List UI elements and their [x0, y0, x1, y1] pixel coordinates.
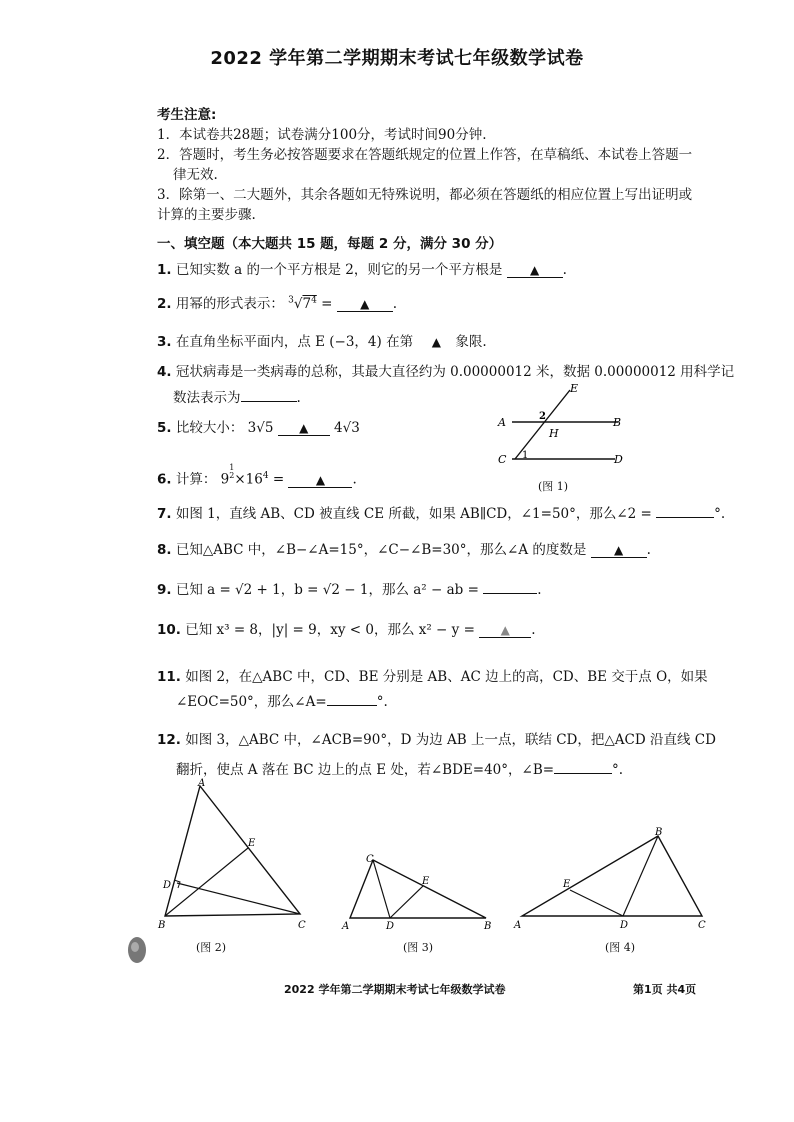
- question-text: 已知△ABC 中，∠B−∠A=15°，∠C−∠B=30°，那么∠A 的度数是: [175, 542, 587, 558]
- question-number: 4.: [157, 364, 172, 380]
- page-title: 2022 学年第二学期期末考试七年级数学试卷: [210, 48, 584, 69]
- question-end: 象限.: [455, 334, 487, 350]
- question-text: 翻折，使点 A 落在 BC 边上的点 E 处，若∠BDE=40°，∠B=: [176, 762, 555, 778]
- answer-blank[interactable]: [327, 705, 377, 706]
- question-number: 11.: [157, 669, 181, 685]
- radicand-base: 7: [302, 296, 312, 312]
- answer-blank[interactable]: [554, 773, 612, 774]
- fig2-label-D: D: [163, 880, 172, 891]
- question-end: .: [562, 262, 567, 278]
- question-text: 用幂的形式表示：: [175, 296, 284, 312]
- line-CE: [515, 390, 570, 459]
- question-number: 7.: [157, 506, 172, 522]
- notice-item-2b: 律无效.: [173, 167, 218, 183]
- question-number: 5.: [157, 420, 172, 436]
- question-text: 如图 1，直线 AB、CD 被直线 CE 所截，如果 AB∥CD，∠1=50°，那么∠2 =: [175, 506, 652, 522]
- fig1-label-H: H: [549, 427, 559, 440]
- fig1-angle-1: 1: [522, 450, 529, 461]
- question-text: 已知 x³ = 8，|y| = 9，xy < 0，那么 x² − y =: [185, 622, 475, 638]
- exponent-4: 4: [262, 471, 269, 481]
- fig1-label-A: A: [498, 416, 506, 429]
- question-end: °.: [376, 694, 388, 710]
- notice-item-1: 1．本试卷共28题；试卷满分100分，考试时间90分钟.: [157, 127, 487, 143]
- question-6: [157, 464, 357, 488]
- notice-item-3b: 计算的主要步骤.: [157, 207, 256, 223]
- footer-title: 2022 学年第二学期期末考试七年级数学试卷: [284, 983, 506, 996]
- answer-mark: ▲: [299, 421, 309, 435]
- question-number: 8.: [157, 542, 172, 558]
- figure-2: [150, 778, 320, 933]
- question-text: 比较大小：: [175, 420, 244, 436]
- question-9: [157, 578, 541, 598]
- fig1-label-B: B: [613, 416, 622, 429]
- question-5: [157, 416, 360, 436]
- question-number: 1.: [157, 262, 172, 278]
- fig3-label-E: E: [422, 876, 430, 887]
- radical-sign: √: [293, 296, 303, 312]
- answer-blank[interactable]: [479, 623, 531, 638]
- notice-heading: 考生注意:: [157, 107, 217, 123]
- question-text: ∠EOC=50°，那么∠A=: [176, 694, 327, 710]
- question-8: [157, 538, 651, 558]
- figure-4: [510, 822, 710, 934]
- question-number: 10.: [157, 622, 181, 638]
- segment-CD: [177, 883, 300, 914]
- question-11-line-2: [176, 690, 388, 710]
- triangle-ABC: [350, 860, 486, 918]
- question-4-line-2: [173, 386, 301, 406]
- fig4-label-C: C: [698, 920, 706, 931]
- question-12-line-2: [176, 758, 623, 778]
- question-end: .: [296, 390, 301, 406]
- question-4: [157, 360, 734, 380]
- equals-sign: =: [321, 296, 333, 312]
- figure-1: [490, 382, 640, 482]
- answer-mark: ▲: [360, 297, 370, 311]
- section-heading: 一、填空题（本大题共 15 题，每题 2 分，满分 30 分）: [157, 236, 503, 252]
- figure-4-caption: (图 4): [605, 941, 636, 954]
- question-text: 冠状病毒是一类病毒的总称，其最大直径约为 0.00000012 米，数据 0.00000012 用科学记: [175, 364, 735, 380]
- fig3-label-B: B: [484, 921, 492, 932]
- answer-blank[interactable]: [288, 473, 352, 488]
- question-text: 如图 3，△ABC 中，∠ACB=90°，D 为边 AB 上一点，联结 CD，把△ACD 沿直线 CD: [185, 732, 716, 748]
- left-expression: 3√5: [247, 420, 274, 436]
- figure-2-caption: (图 2): [196, 941, 227, 954]
- question-text: 数法表示为: [173, 390, 241, 406]
- equals-sign: =: [272, 471, 285, 488]
- answer-blank[interactable]: [656, 517, 714, 518]
- answer-blank[interactable]: [507, 263, 563, 278]
- fig1-label-D: D: [614, 453, 623, 466]
- question-end: .: [537, 582, 542, 598]
- fig3-label-A: A: [342, 921, 350, 932]
- question-number: 12.: [157, 732, 181, 748]
- answer-mark: ▲: [431, 335, 441, 349]
- question-end: .: [531, 622, 536, 638]
- segment-DE: [390, 886, 423, 918]
- question-text: 在直角坐标平面内，点 E (−3，4) 在第: [175, 334, 414, 350]
- question-12: [157, 728, 716, 748]
- question-text: 如图 2，在△ABC 中，CD、BE 分别是 AB、AC 边上的高，CD、BE 交于点 O，如果: [185, 669, 708, 685]
- frac-top: 1: [229, 463, 235, 472]
- radical-index: 3: [288, 295, 294, 306]
- question-text: 计算：: [175, 471, 217, 488]
- question-10: [157, 618, 535, 638]
- notice-item-3a: 3．除第一、二大题外，其余各题如无特殊说明，都必须在答题纸的相应位置上写出证明或: [157, 187, 693, 203]
- fig1-label-E: E: [570, 382, 579, 395]
- answer-blank[interactable]: [591, 543, 647, 558]
- fig2-label-A: A: [198, 778, 206, 789]
- figure-3-caption: (图 3): [403, 941, 434, 954]
- triangle-ABC: [522, 836, 702, 916]
- fig2-label-B: B: [158, 920, 166, 931]
- figure-1-caption: (图 1): [538, 480, 569, 493]
- base-9: 9: [220, 471, 230, 488]
- fig4-label-A: A: [514, 920, 522, 931]
- question-2: [157, 292, 397, 312]
- times-16: ×16: [234, 471, 263, 488]
- right-expression: 4√3: [334, 420, 360, 436]
- segment-DE: [570, 890, 623, 916]
- answer-mark: ▲: [500, 623, 510, 637]
- fig4-label-B: B: [655, 827, 663, 838]
- figure-3: [338, 850, 498, 935]
- question-end: .: [646, 542, 651, 558]
- segment-BD: [623, 836, 658, 916]
- fig3-label-D: D: [386, 921, 395, 932]
- radicand: [302, 296, 316, 312]
- answer-blank[interactable]: [483, 593, 537, 594]
- fig1-angle-2: 2: [539, 411, 546, 422]
- answer-mark: ▲: [614, 543, 624, 557]
- frac-bottom: 2: [229, 471, 235, 480]
- fig4-label-D: D: [620, 920, 629, 931]
- answer-blank[interactable]: [241, 401, 297, 402]
- ink-blot-icon: [126, 935, 148, 965]
- question-end: °.: [714, 506, 726, 522]
- question-end: .: [392, 296, 397, 312]
- segment-BE: [165, 848, 248, 916]
- radicand-exponent: 4: [311, 295, 317, 306]
- question-text: 已知 a = √2 + 1，b = √2 − 1，那么 a² − ab =: [175, 582, 479, 598]
- answer-blank[interactable]: [337, 297, 393, 312]
- question-end: °.: [612, 762, 624, 778]
- question-end: .: [352, 471, 357, 488]
- question-text: 已知实数 a 的一个平方根是 2，则它的另一个平方根是: [175, 262, 503, 278]
- answer-mark: ▲: [315, 472, 326, 487]
- question-11: [157, 665, 708, 685]
- question-number: 6.: [157, 471, 172, 488]
- fig2-label-E: E: [248, 838, 256, 849]
- fig3-label-C: C: [366, 854, 374, 865]
- segment-CD: [373, 860, 390, 918]
- question-number: 2.: [157, 296, 172, 312]
- question-1: [157, 258, 567, 278]
- page-number: 第1页 共4页: [633, 983, 697, 996]
- question-number: 3.: [157, 334, 172, 350]
- notice-item-2a: 2．答题时，考生务必按答题要求在答题纸规定的位置上作答，在草稿纸、本试卷上答题一: [157, 147, 693, 163]
- question-3: [157, 330, 487, 350]
- answer-blank[interactable]: [278, 421, 330, 436]
- question-number: 9.: [157, 582, 172, 598]
- answer-mark: ▲: [530, 263, 540, 277]
- fig1-label-C: C: [498, 453, 507, 466]
- fig2-label-C: C: [298, 920, 306, 931]
- fig4-label-E: E: [563, 879, 571, 890]
- question-7: [157, 502, 725, 522]
- answer-blank[interactable]: [417, 335, 455, 349]
